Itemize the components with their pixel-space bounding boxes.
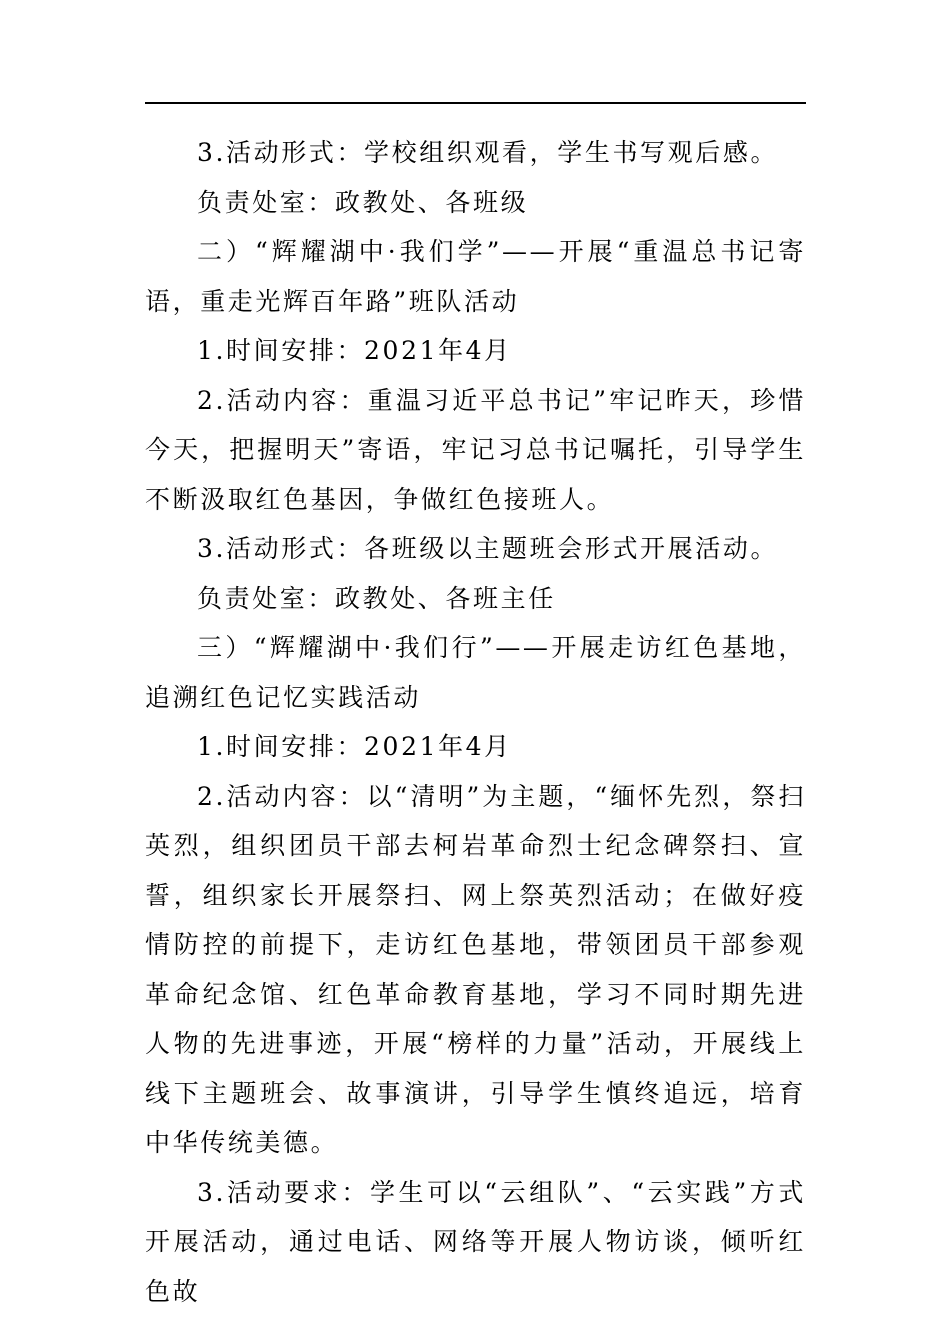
section-heading-3: 三）“辉耀湖中·我们行”——开展走访红色基地，追溯红色记忆实践活动 (145, 633, 806, 712)
section-heading-2: 二）“辉耀湖中·我们学”——开展“重温总书记寄语，重走光辉百年路”班队活动 (145, 237, 806, 316)
paragraph-requirements-3: 3.活动要求：学生可以“云组队”、“云实践”方式开展活动，通过电话、网络等开展人物访谈，倾听红色故 (145, 1177, 806, 1306)
paragraph-responsible-office-1: 负责处室：政教处、各班级 (197, 187, 529, 217)
document-body (145, 128, 806, 1316)
paragraph-content-3: 2.活动内容：以“清明”为主题，“缅怀先烈，祭扫英烈，组织团员干部去柯岩革命烈士纪念碑祭扫、宣誓，组织家长开展祭扫、网上祭英烈活动；在做好疫情防控的前提下，走访红色基地，带领团员干部参观革命纪念馆、红色革命教育基地，学习不同时期先进人物的先进事迹，开展“榜样的力量”活动，开展线上线下主题班会、故事演讲，引导学生慎终追远，培育中华传统美德。 (145, 781, 806, 1157)
paragraph-time-2: 1.时间安排：2021年4月 (197, 336, 512, 365)
paragraph-activity-form-1: 3.活动形式：学校组织观看，学生书写观后感。 (197, 138, 779, 167)
header-rule (145, 102, 806, 104)
paragraph-responsible-office-2: 负责处室：政教处、各班主任 (197, 583, 556, 613)
paragraph-content-2: 2.活动内容：重温习近平总书记”牢记昨天，珍惜今天，把握明天”寄语，牢记习总书记嘱托，引导学生不断汲取红色基因，争做红色接班人。 (145, 385, 806, 514)
paragraph-activity-form-2: 3.活动形式：各班级以主题班会形式开展活动。 (197, 534, 779, 563)
paragraph-time-3: 1.时间安排：2021年4月 (197, 732, 512, 761)
